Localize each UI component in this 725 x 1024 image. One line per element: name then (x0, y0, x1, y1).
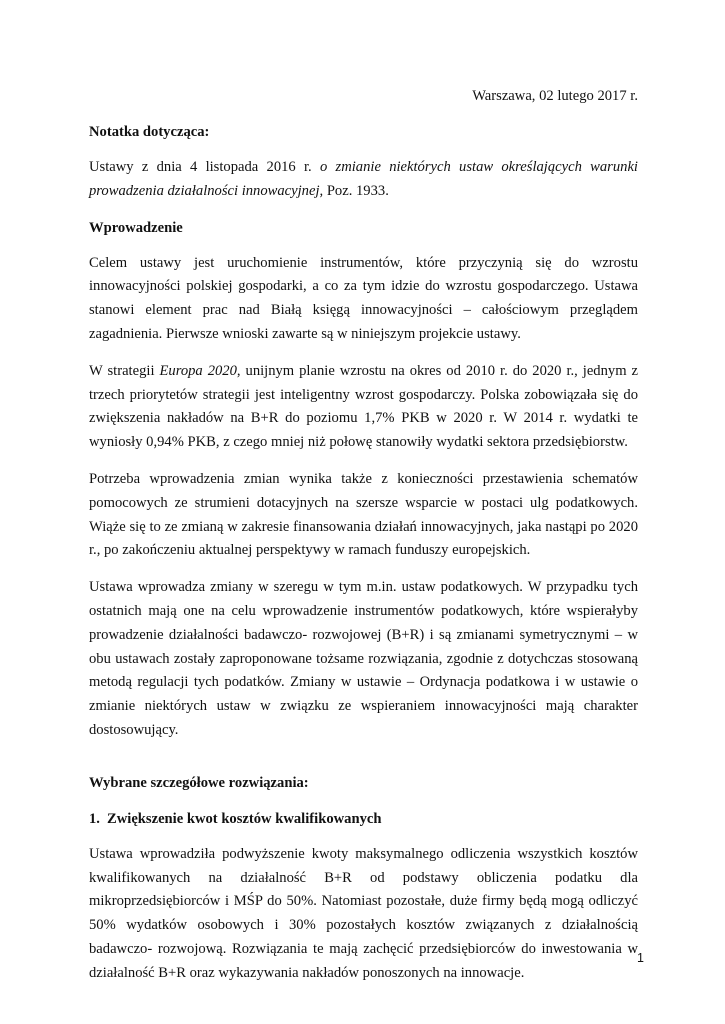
intro-paragraph-1: Celem ustawy jest uruchomienie instrumentów, które przyczynią się do wzrostu innowacyjności polskiej gospodarki, a co za tym idzie do wzrostu gospodarczego. Ustawa stanowi element prac nad Białą księgą innowacyjności – całościowym przeglądem zagadnienia. Pierwsze wnioski zawarte są w niniejszym projekcie ustawy. (89, 254, 638, 342)
section-1-number: 1. (89, 810, 100, 827)
subject-prefix: Ustawy z dnia 4 listopada 2016 r. (89, 159, 320, 175)
intro-heading: Wprowadzenie (89, 219, 183, 236)
section-1-heading (89, 807, 638, 831)
solutions-heading: Wybrane szczegółowe rozwiązania: (89, 774, 309, 791)
subject-suffix: Poz. 1933. (323, 182, 389, 199)
date-line: Warszawa, 02 lutego 2017 r. (472, 88, 638, 104)
p2-strategy-name: Europa 2020 (159, 362, 237, 379)
document-body (89, 84, 638, 986)
intro-paragraph-3: Potrzeba wprowadzenia zmian wynika także z konieczności przestawienia schematów pomocowych ze strumieni dotacyjnych na szersze wsparcie w postaci ulg podatkowych. Wiąże się to ze zmianą w zakresie finansowania działań innowacyjnych, jaka nastąpi po 2020 r., po zakończeniu aktualnej perspektywy w ramach funduszy europejskich. (89, 470, 638, 559)
subject-act-title: o zmianie niektórych ustaw określających warunki prowadzenia działalności innowacyjnej, (89, 159, 638, 199)
section-1-title: Zwiększenie kwot kosztów kwalifikowanych (107, 810, 382, 827)
section-1-paragraph: Ustawa wprowadziła podwyższenie kwoty maksymalnego odliczenia wszystkich kosztów kwalifikowanych na działalność B+R od podstawy obliczenia podatku dla mikroprzedsiębiorców i MŚP do 50%. Natomiast pozostałe, duże firmy będą mogą odliczyć 50% wydatków osobowych i 30% pozostałych kosztów związanych z działalnością badawczo- rozwojową. Rozwiązania te mają zachęcić przedsiębiorców do inwestowania w działalność B+R oraz wykazywania nakładów ponoszonych na innowacje. (89, 845, 638, 981)
subject-paragraph (89, 156, 638, 204)
page-number: 1 (637, 951, 644, 965)
p2-suffix: , unijnym planie wzrostu na okres od 2010 r. do 2020 r., jednym z trzech priorytetów strategii jest inteligentny wzrost gospodarczy. Polska zobowiązała się do zwiększenia nakładów na B+R do poziomu 1,7% PKB w 2020 r. W 2014 r. wydatki te wyniosły 0,94% PKB, z czego mniej niż połowę stanowiły wydatki sektora przedsiębiorstw. (89, 362, 638, 451)
note-heading: Notatka dotycząca: (89, 124, 210, 140)
p2-prefix: W strategii (89, 362, 160, 379)
intro-paragraph-4: Ustawa wprowadza zmiany w szeregu w tym m.in. ustaw podatkowych. W przypadku tych ostatnich mają one na celu wprowadzenie instrumentów podatkowych, które wspierałyby prowadzenie działalności badawczo- rozwojowej (B+R) i są zmianami symetrycznymi – w obu ustawach zostały zaproponowane tożsame rozwiązania, zgodnie z dotychczas stosowaną metodą regulacji tych podatków. Zmiany w ustawie – Ordynacja podatkowa i w ustawie o zmianie niektórych ustaw w związku ze wspieraniem innowacyjności mają charakter dostosowujący. (89, 579, 638, 738)
intro-paragraph-2 (89, 360, 638, 455)
